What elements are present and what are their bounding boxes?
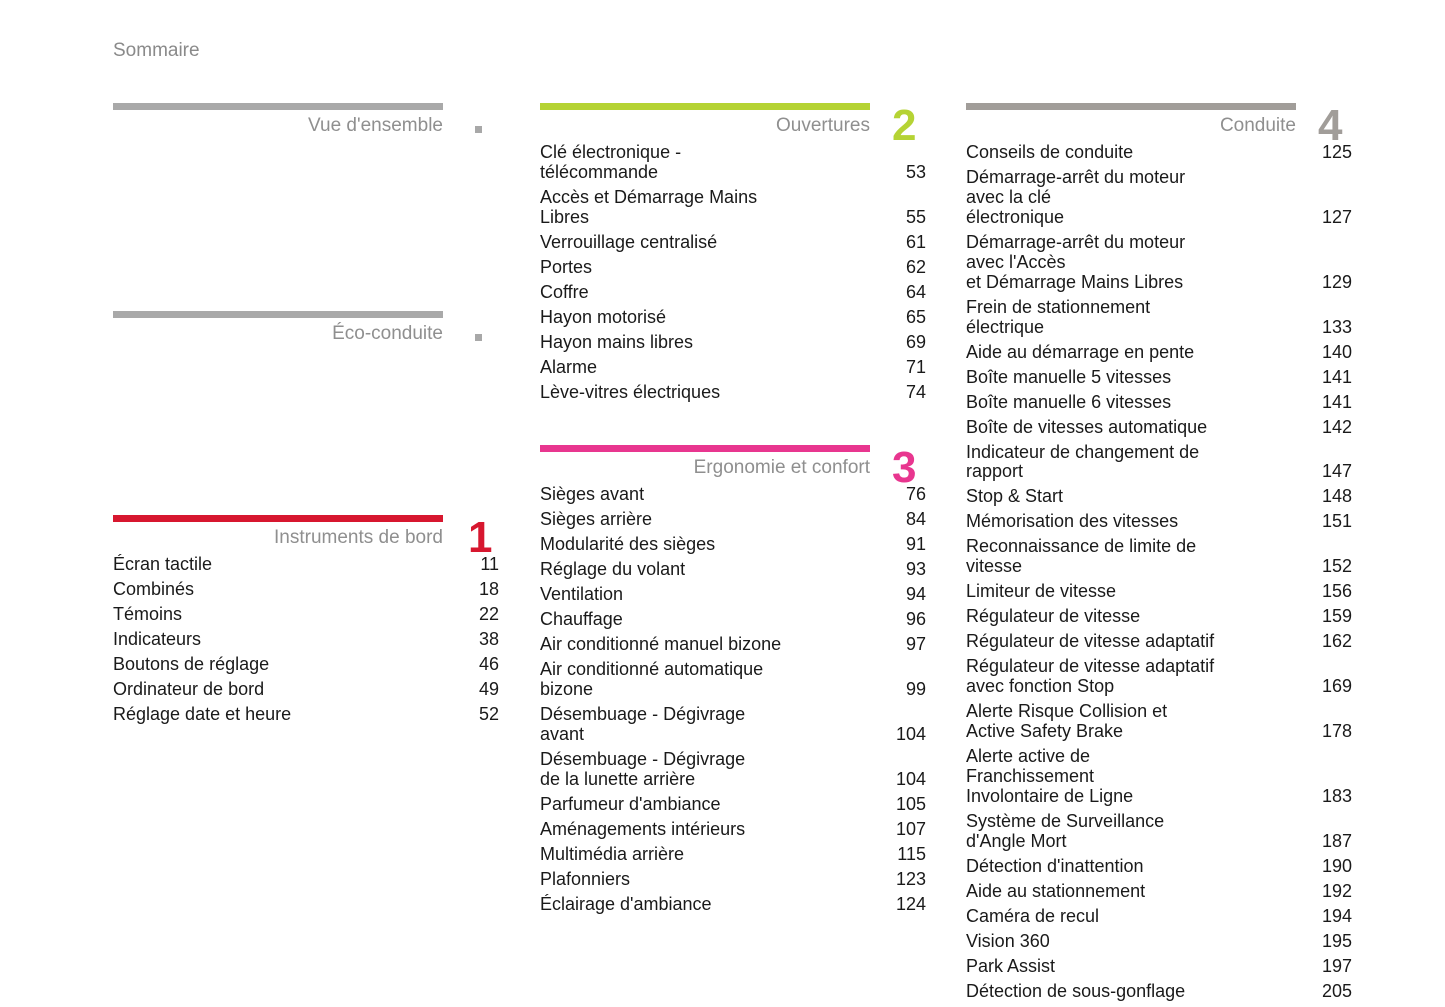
section-instruments-de-bord: [113, 513, 499, 730]
toc-entry-page: 142: [1321, 416, 1352, 437]
toc-entry[interactable]: [540, 381, 926, 403]
toc-entry-page: 127: [1321, 206, 1352, 227]
toc-entry-page: 53: [905, 161, 926, 182]
toc-entry[interactable]: [966, 746, 1352, 807]
toc-entry-label: Réglage du volant: [540, 559, 686, 579]
toc-entry-label: Mémorisation des vitesses: [966, 511, 1179, 532]
section-number: 3: [892, 443, 917, 492]
toc-entry[interactable]: [966, 391, 1352, 413]
toc-entry-page: 162: [1321, 631, 1352, 652]
toc-entry-label: Détection d'inattention: [966, 855, 1144, 876]
toc-entry-page: 129: [1321, 271, 1352, 292]
toc-entry-label: Écran tactile: [113, 554, 213, 574]
toc-list: [540, 142, 926, 403]
section-ergonomie-confort: [540, 443, 926, 920]
toc-entry-label: Boutons de réglage: [113, 654, 270, 674]
toc-entry-page: 61: [905, 231, 926, 252]
toc-entry[interactable]: [966, 416, 1352, 438]
toc-entry-label: Clé électronique - télécommande: [540, 142, 682, 182]
toc-entry-label: Sièges arrière: [540, 509, 653, 529]
toc-entry[interactable]: [540, 306, 926, 328]
toc-entry-page: 38: [478, 629, 499, 649]
toc-entry-label: Régulateur de vitesse adaptatif avec fonction Stop: [966, 656, 1215, 697]
toc-entry-page: 84: [905, 509, 926, 529]
toc-entry-label: Combinés: [113, 579, 195, 599]
toc-entry-label: Indicateur de changement de rapport: [966, 441, 1200, 482]
toc-entry-label: Hayon mains libres: [540, 331, 694, 352]
toc-entry-page: 65: [905, 306, 926, 327]
toc-entry-page: 64: [905, 281, 926, 302]
toc-entry-label: Ordinateur de bord: [113, 679, 265, 699]
toc-entry-label: Limiteur de vitesse: [966, 581, 1117, 602]
toc-entry[interactable]: [966, 905, 1352, 927]
toc-entry-label: Éclairage d'ambiance: [540, 893, 712, 914]
toc-entry-page: 76: [905, 484, 926, 504]
toc-entry-label: Caméra de recul: [966, 905, 1100, 926]
toc-entry-label: Ventilation: [540, 584, 624, 604]
section-conduite: [966, 101, 1352, 1007]
toc-entry-page: 18: [478, 579, 499, 599]
toc-entry-page: 156: [1321, 581, 1352, 602]
toc-entry-page: 96: [905, 609, 926, 629]
toc-entry[interactable]: [540, 142, 926, 183]
toc-entry[interactable]: [540, 634, 926, 655]
toc-entry-page: 49: [478, 679, 499, 699]
section-eco-conduite: [113, 311, 443, 345]
toc-entry-label: Hayon motorisé: [540, 306, 667, 327]
toc-entry-page: 91: [905, 534, 926, 554]
toc-entry[interactable]: [966, 366, 1352, 388]
toc-entry[interactable]: [966, 167, 1352, 228]
toc-entry-label: Système de Surveillance d'Angle Mort: [966, 810, 1165, 851]
toc-entry-page: 148: [1321, 486, 1352, 507]
toc-entry[interactable]: [540, 659, 926, 700]
toc-entry[interactable]: [966, 581, 1352, 602]
toc-entry[interactable]: [540, 231, 926, 253]
toc-entry[interactable]: [966, 955, 1352, 977]
toc-entry[interactable]: [540, 868, 926, 890]
toc-entry[interactable]: [540, 843, 926, 865]
toc-entry[interactable]: [540, 609, 926, 630]
toc-entry-label: Conseils de conduite: [966, 142, 1134, 162]
toc-entry-label: Boîte manuelle 6 vitesses: [966, 391, 1172, 412]
toc-entry-label: Air conditionné manuel bizone: [540, 634, 782, 654]
toc-entry-label: Boîte manuelle 5 vitesses: [966, 366, 1172, 387]
toc-entry-label: Frein de stationnement électrique: [966, 296, 1151, 337]
toc-entry[interactable]: [113, 579, 499, 600]
toc-entry[interactable]: [113, 679, 499, 700]
toc-entry[interactable]: [966, 930, 1352, 952]
section-bar: [113, 515, 443, 522]
toc-entry[interactable]: [540, 509, 926, 530]
toc-entry-label: Lève-vitres électriques: [540, 381, 721, 402]
toc-entry-page: 123: [895, 868, 926, 889]
toc-entry-page: 178: [1321, 721, 1352, 742]
toc-list: [540, 484, 926, 915]
toc-entry[interactable]: [540, 534, 926, 555]
toc-entry-page: 125: [1321, 142, 1352, 162]
toc-entry[interactable]: [113, 704, 499, 725]
toc-entry[interactable]: [966, 441, 1352, 483]
toc-entry-label: Aide au stationnement: [966, 880, 1146, 901]
section-bar: [540, 103, 870, 110]
toc-entry-page: 52: [478, 704, 499, 724]
toc-entry-label: Réglage date et heure: [113, 704, 292, 724]
toc-entry-label: Sièges avant: [540, 484, 645, 504]
toc-entry[interactable]: [540, 186, 926, 228]
toc-entry[interactable]: [113, 629, 499, 650]
toc-entry-page: 151: [1321, 511, 1352, 532]
page-title: Sommaire: [113, 40, 200, 61]
toc-entry[interactable]: [540, 281, 926, 303]
toc-entry-label: Démarrage-arrêt du moteur avec l'Accès et Démarrage Mains Libres: [966, 231, 1186, 292]
toc-entry[interactable]: [966, 511, 1352, 532]
toc-entry[interactable]: [540, 331, 926, 353]
toc-entry[interactable]: [540, 559, 926, 580]
toc-entry[interactable]: [966, 606, 1352, 627]
toc-entry-page: 169: [1321, 676, 1352, 697]
toc-entry-page: 97: [905, 634, 926, 654]
toc-entry-page: 124: [895, 893, 926, 914]
toc-entry-page: 205: [1321, 980, 1352, 1001]
section-number: 2: [892, 101, 917, 150]
toc-entry-page: 62: [905, 256, 926, 277]
toc-entry-page: 11: [480, 554, 499, 574]
toc-entry[interactable]: [113, 604, 499, 625]
toc-entry-page: 74: [905, 381, 926, 402]
section-bar: [540, 445, 870, 452]
toc-entry-label: Détection de sous-gonflage: [966, 980, 1186, 1001]
section-bar: [113, 103, 443, 110]
toc-list: [113, 554, 499, 725]
toc-entry-page: 194: [1321, 905, 1352, 926]
toc-entry[interactable]: [540, 484, 926, 505]
toc-entry[interactable]: [540, 793, 926, 815]
section-title[interactable]: Conduite: [1219, 115, 1296, 136]
toc-entry-label: Multimédia arrière: [540, 843, 685, 864]
toc-entry-page: 141: [1321, 366, 1352, 387]
toc-entry-label: Démarrage-arrêt du moteur avec la clé électronique: [966, 167, 1186, 227]
toc-entry[interactable]: [966, 486, 1352, 507]
toc-list: [966, 142, 1352, 1002]
toc-entry[interactable]: [966, 142, 1352, 163]
toc-entry[interactable]: [966, 810, 1352, 852]
toc-entry[interactable]: [966, 296, 1352, 338]
toc-entry-page: 105: [895, 793, 926, 814]
toc-entry-label: Aménagements intérieurs: [540, 818, 746, 839]
toc-entry[interactable]: [540, 703, 926, 745]
toc-entry-label: Reconnaissance de limite de vitesse: [966, 536, 1197, 577]
toc-entry-label: Aide au démarrage en pente: [966, 341, 1195, 362]
toc-entry[interactable]: [966, 631, 1352, 652]
section-bar: [966, 103, 1296, 110]
toc-entry-page: 141: [1321, 391, 1352, 412]
toc-entry-label: Régulateur de vitesse adaptatif: [966, 631, 1215, 652]
section-title[interactable]: Éco-conduite: [332, 323, 443, 344]
section-bar: [113, 311, 443, 318]
toc-entry[interactable]: [540, 893, 926, 915]
section-number: 1: [468, 513, 493, 562]
toc-entry-page: 152: [1321, 556, 1352, 577]
bullet-square-icon: [475, 126, 482, 133]
toc-entry[interactable]: [966, 231, 1352, 293]
toc-entry[interactable]: [966, 855, 1352, 877]
toc-entry-page: 22: [478, 604, 499, 624]
toc-entry[interactable]: [540, 584, 926, 605]
toc-entry-label: Régulateur de vitesse: [966, 606, 1141, 627]
toc-entry-label: Modularité des sièges: [540, 534, 716, 554]
toc-entry-label: Park Assist: [966, 955, 1056, 976]
toc-entry[interactable]: [113, 654, 499, 675]
section-title[interactable]: Ergonomie et confort: [693, 457, 870, 478]
toc-entry[interactable]: [113, 554, 499, 575]
toc-entry[interactable]: [540, 356, 926, 378]
toc-entry-page: 192: [1321, 880, 1352, 901]
toc-entry[interactable]: [966, 656, 1352, 697]
toc-entry[interactable]: [966, 980, 1352, 1002]
toc-entry-label: Alerte Risque Collision et Active Safety Brake: [966, 701, 1168, 742]
toc-entry-label: Accès et Démarrage Mains Libres: [540, 186, 758, 227]
toc-entry[interactable]: [540, 818, 926, 840]
toc-entry-label: Plafonniers: [540, 868, 631, 889]
toc-entry-page: 187: [1321, 830, 1352, 851]
section-title[interactable]: Vue d'ensemble: [308, 115, 443, 136]
section-vue-ensemble: [113, 103, 443, 137]
toc-entry-page: 99: [905, 678, 926, 699]
section-title[interactable]: Ouvertures: [776, 115, 870, 136]
toc-entry-page: 69: [905, 331, 926, 352]
toc-entry-page: 55: [905, 206, 926, 227]
toc-entry[interactable]: [540, 256, 926, 278]
toc-entry-label: Air conditionné automatique bizone: [540, 659, 764, 699]
toc-entry-page: 107: [895, 818, 926, 839]
section-number: 4: [1318, 101, 1343, 150]
toc-entry-page: 71: [905, 356, 926, 377]
toc-entry-label: Coffre: [540, 281, 589, 302]
toc-entry-page: 147: [1321, 461, 1352, 482]
bullet-square-icon: [475, 334, 482, 341]
toc-entry-page: 190: [1321, 855, 1352, 876]
toc-entry-page: 104: [895, 723, 926, 744]
toc-entry[interactable]: [966, 880, 1352, 902]
toc-entry-label: Stop & Start: [966, 486, 1064, 507]
toc-entry-label: Boîte de vitesses automatique: [966, 416, 1208, 437]
toc-entry-label: Alerte active de Franchissement Involontaire de Ligne: [966, 746, 1134, 806]
toc-entry[interactable]: [966, 701, 1352, 742]
toc-entry-page: 115: [897, 843, 926, 864]
toc-entry-label: Parfumeur d'ambiance: [540, 793, 721, 814]
toc-entry-label: Témoins: [113, 604, 183, 624]
toc-entry-label: Portes: [540, 256, 593, 277]
toc-entry-page: 195: [1321, 930, 1352, 951]
toc-entry-page: 133: [1321, 316, 1352, 337]
toc-entry-page: 104: [895, 768, 926, 789]
toc-entry-label: Indicateurs: [113, 629, 202, 649]
section-ouvertures: [540, 101, 926, 408]
toc-entry-page: 197: [1321, 955, 1352, 976]
toc-entry-label: Désembuage - Dégivrage avant: [540, 703, 746, 744]
toc-entry-label: Chauffage: [540, 609, 623, 629]
section-title[interactable]: Instruments de bord: [274, 527, 443, 548]
toc-entry-page: 94: [905, 584, 926, 604]
toc-entry-label: Vision 360: [966, 930, 1050, 951]
toc-entry-page: 159: [1321, 606, 1352, 627]
toc-entry-label: Désembuage - Dégivrage de la lunette arrière: [540, 748, 746, 789]
toc-entry[interactable]: [540, 748, 926, 790]
toc-entry-page: 140: [1321, 341, 1352, 362]
toc-entry-label: Verrouillage centralisé: [540, 231, 718, 252]
toc-entry[interactable]: [966, 341, 1352, 363]
toc-entry-page: 183: [1321, 785, 1352, 806]
toc-entry-page: 46: [478, 654, 499, 674]
toc-entry[interactable]: [966, 536, 1352, 577]
toc-entry-page: 93: [905, 559, 926, 579]
toc-entry-label: Alarme: [540, 356, 598, 377]
